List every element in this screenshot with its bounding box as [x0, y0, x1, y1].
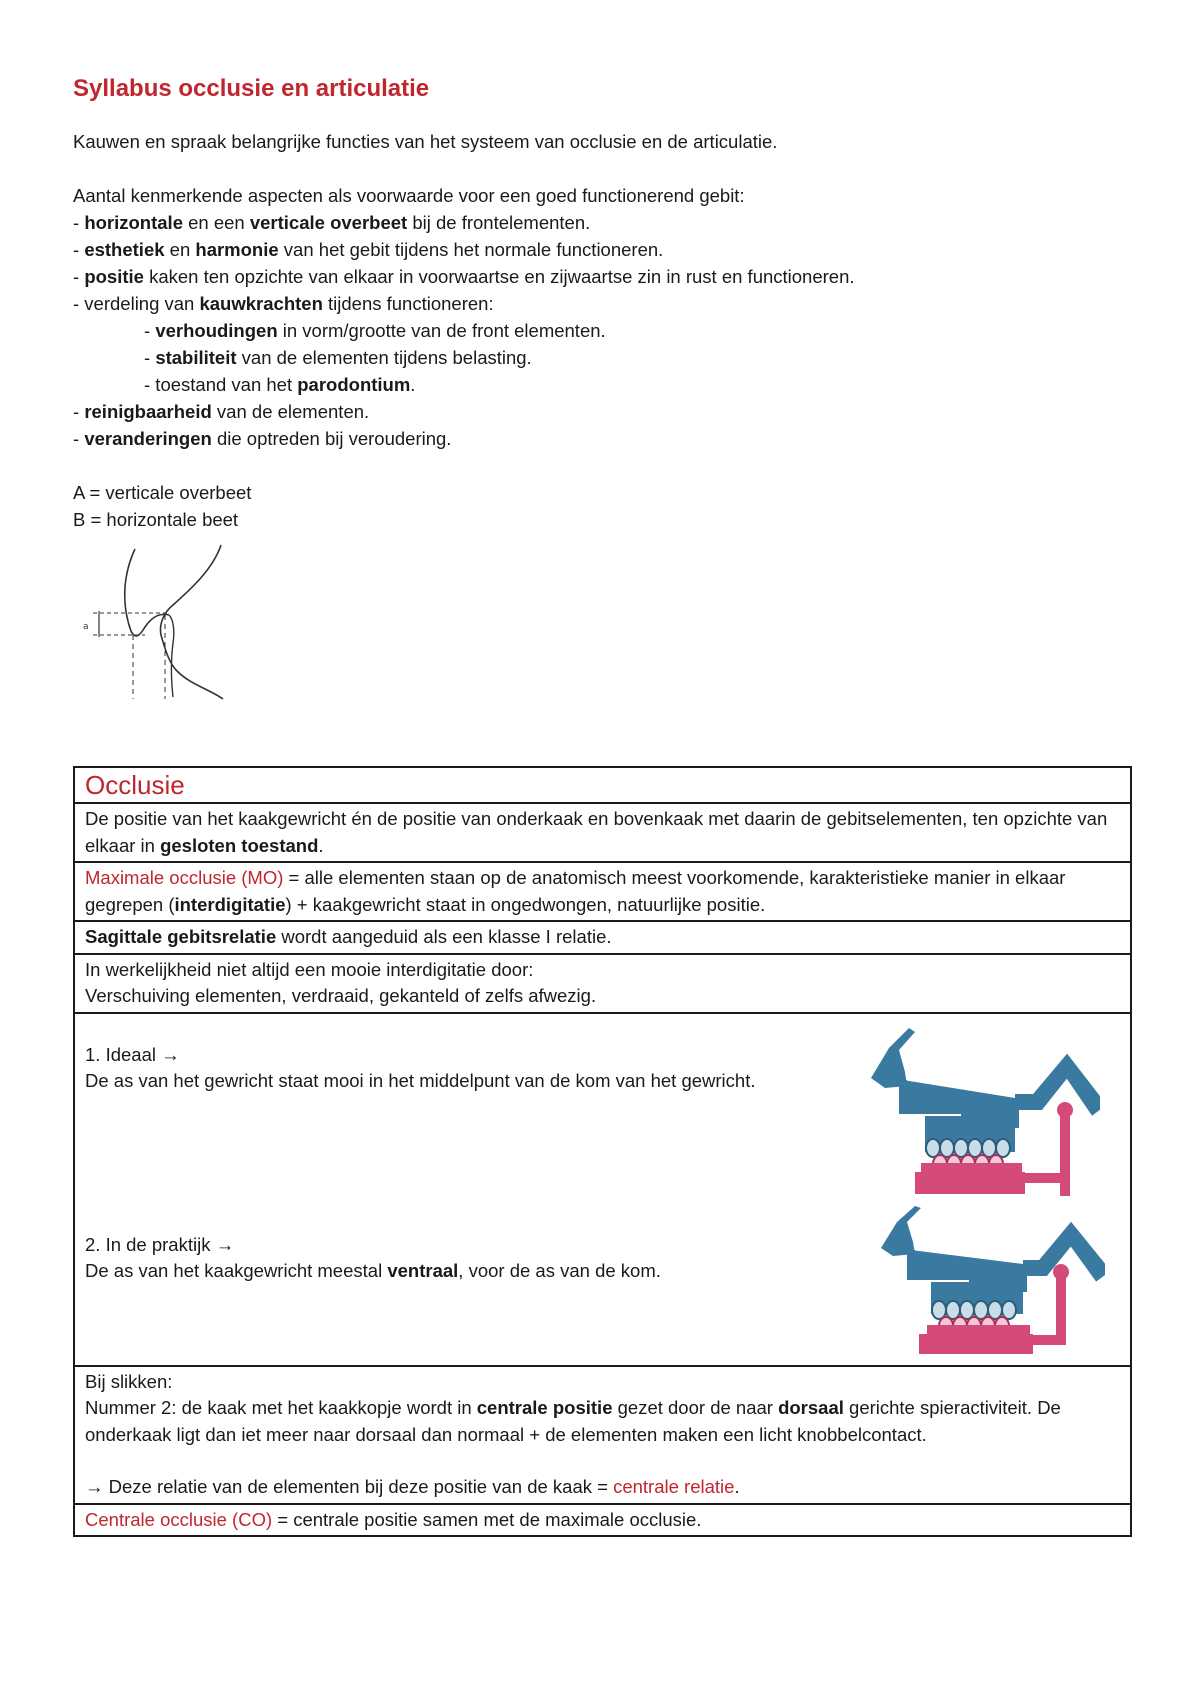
aspect-subitem: - stabiliteit van de elementen tijdens belasting. — [144, 347, 532, 368]
ideal-jaw-illustration — [865, 1028, 1100, 1198]
ideal-heading: 1. Ideaal → — [85, 1043, 180, 1065]
table-row: Maximale occlusie (MO) = alle elementen staan op de anatomisch meest voorkomende, karakteristieke manier in elkaar gegrepen (interdigitatie) + kaakgewricht staat in ongedwongen, natuurlijke positie. — [74, 862, 1131, 921]
aspect-item: - esthetiek en harmonie van het gebit tijdens het normale functioneren. — [73, 239, 664, 260]
diagram-label: a — [83, 622, 89, 632]
aspect-item: - veranderingen die optreden bij veroudering. — [73, 428, 452, 449]
occlusion-table — [73, 766, 1132, 1537]
aspect-item: - verdeling van kauwkrachten tijdens functioneren: — [73, 293, 494, 314]
table-row: Bij slikken: Nummer 2: de kaak met het kaakkopje wordt in centrale positie gezet door de naar dorsaal gerichte spieractiviteit. De onderkaak ligt dan iet meer naar dorsaal dan normaal + de elementen maken een licht knobbelcontact. → Deze relatie van de elementen bij deze positie van de kaak = centrale relatie. — [74, 1366, 1131, 1504]
practice-jaw-illustration — [875, 1206, 1105, 1356]
aspect-item: - positie kaken ten opzichte van elkaar in voorwaartse en zijwaartse zin in rust en functioneren. — [73, 266, 855, 287]
practice-text: De as van het kaakgewricht meestal ventraal, voor de as van de kom. — [85, 1260, 661, 1281]
table-heading: Occlusie — [74, 767, 1131, 803]
aspect-subitem: - toestand van het parodontium. — [144, 374, 416, 395]
legend-a: A = verticale overbeet — [73, 482, 252, 503]
aspect-item: - reinigbaarheid van de elementen. — [73, 401, 370, 422]
ideal-text: De as van het gewricht staat mooi in het middelpunt van de kom van het gewricht. — [85, 1070, 756, 1091]
aspect-item: - horizontale en een verticale overbeet bij de frontelementen. — [73, 212, 591, 233]
practice-heading: 2. In de praktijk → — [85, 1233, 235, 1255]
table-row: De positie van het kaakgewricht én de positie van onderkaak en bovenkaak met daarin de gebitselementen, ten opzichte van elkaar in gesloten toestand. — [74, 803, 1131, 862]
legend-b: B = horizontale beet — [73, 509, 239, 530]
table-row — [74, 1013, 1131, 1366]
document-page — [73, 72, 1133, 716]
aspects-lead: Aantal kenmerkende aspecten als voorwaarde voor een goed functionerend gebit: — [73, 185, 745, 206]
table-row: Centrale occlusie (CO) = centrale positie samen met de maximale occlusie. — [74, 1504, 1131, 1537]
table-row: In werkelijkheid niet altijd een mooie interdigitatie door: Verschuiving elementen, verdraaid, gekanteld of zelfs afwezig. — [74, 954, 1131, 1013]
table-row: Sagittale gebitsrelatie wordt aangeduid als een klasse I relatie. — [74, 921, 1131, 954]
central-relation-line: → Deze relatie van de elementen bij deze positie van de kaak = centrale relatie. — [85, 1476, 740, 1497]
aspect-subitem: - verhoudingen in vorm/grootte van de front elementen. — [144, 320, 606, 341]
intro-paragraph: Kauwen en spraak belangrijke functies van het systeem van occlusie en de articulatie. — [73, 131, 778, 152]
overbite-diagram — [73, 539, 248, 709]
page-title: Syllabus occlusie en articulatie — [73, 75, 430, 102]
